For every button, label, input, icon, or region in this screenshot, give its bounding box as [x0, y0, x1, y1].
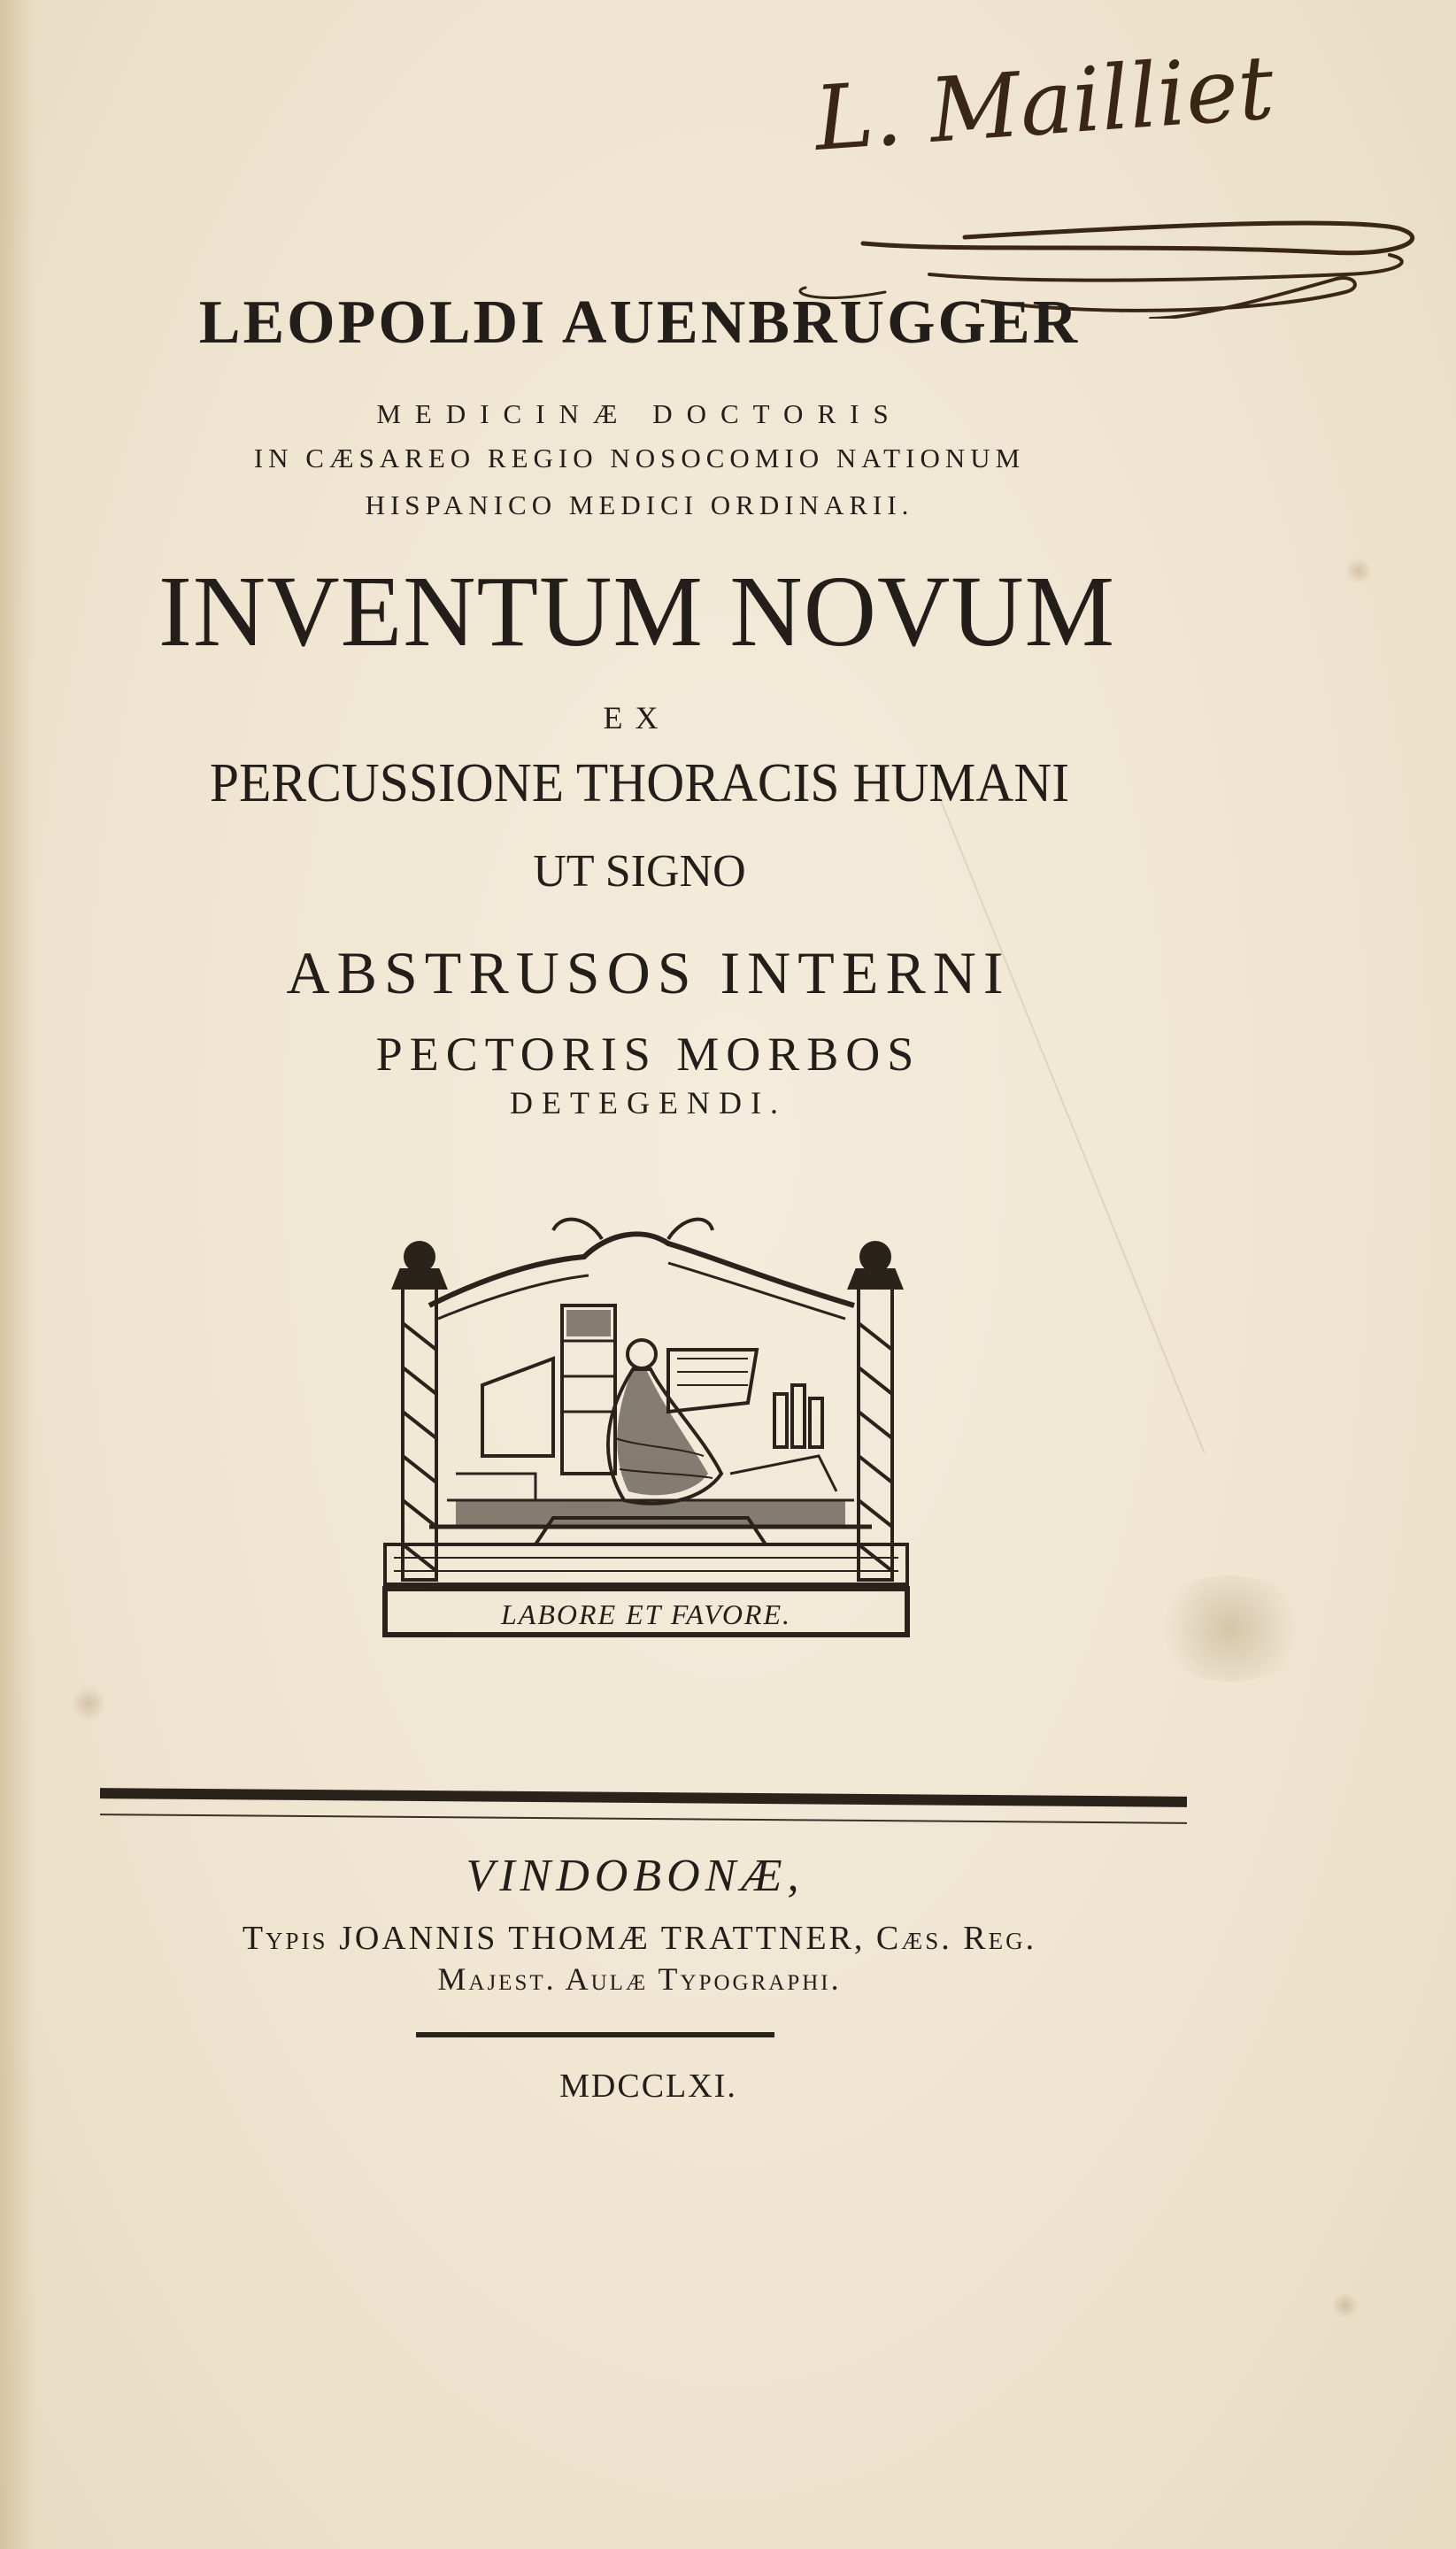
double-rule-thin — [100, 1814, 1187, 1824]
title-line-abstrusos: ABSTRUSOS INTERNI — [286, 939, 1011, 1006]
foxing-spot — [71, 1686, 106, 1721]
main-title: INVENTUM NOVUM — [158, 555, 1116, 667]
title-line-percussione: PERCUSSIONE THORACIS HUMANI — [209, 753, 1070, 813]
author-title-line-1: MEDICINÆ DOCTORIS — [376, 398, 903, 429]
title-line-ex: EX — [603, 700, 671, 735]
title-line-pectoris: PECTORIS MORBOS — [375, 1028, 921, 1081]
title-line-ut-signo: UT SIGNO — [533, 846, 746, 897]
double-rule-thick — [100, 1788, 1187, 1807]
page-edge-shading — [0, 0, 35, 2549]
author-title-line-3: HISPANICO MEDICI ORDINARII. — [365, 489, 914, 520]
author-name: LEOPOLDI AUENBRUGGER — [198, 289, 1081, 357]
author-title-line-2: IN CÆSAREO REGIO NOSOCOMIO NATIONUM — [253, 443, 1026, 474]
imprint-place: VINDOBONÆ, — [466, 1851, 805, 1901]
imprint-printer-line-2: Majest. Aulæ Typographi. — [437, 1961, 842, 1997]
foxing-spot — [1151, 1575, 1310, 1682]
vignette-motto: LABORE ET FAVORE. — [500, 1598, 792, 1630]
imprint-printer-line-1: Typis JOANNIS THOMÆ TRATTNER, Cæs. Reg. — [242, 1920, 1037, 1957]
signature: L. Mailliet — [811, 35, 1277, 171]
title-line-detegendi: DETEGENDI. — [510, 1085, 787, 1120]
foxing-spot — [1332, 2292, 1359, 2319]
imprint-year: MDCCLXI. — [559, 2068, 737, 2105]
printers-device-vignette — [376, 1208, 916, 1642]
short-rule — [416, 2032, 774, 2037]
